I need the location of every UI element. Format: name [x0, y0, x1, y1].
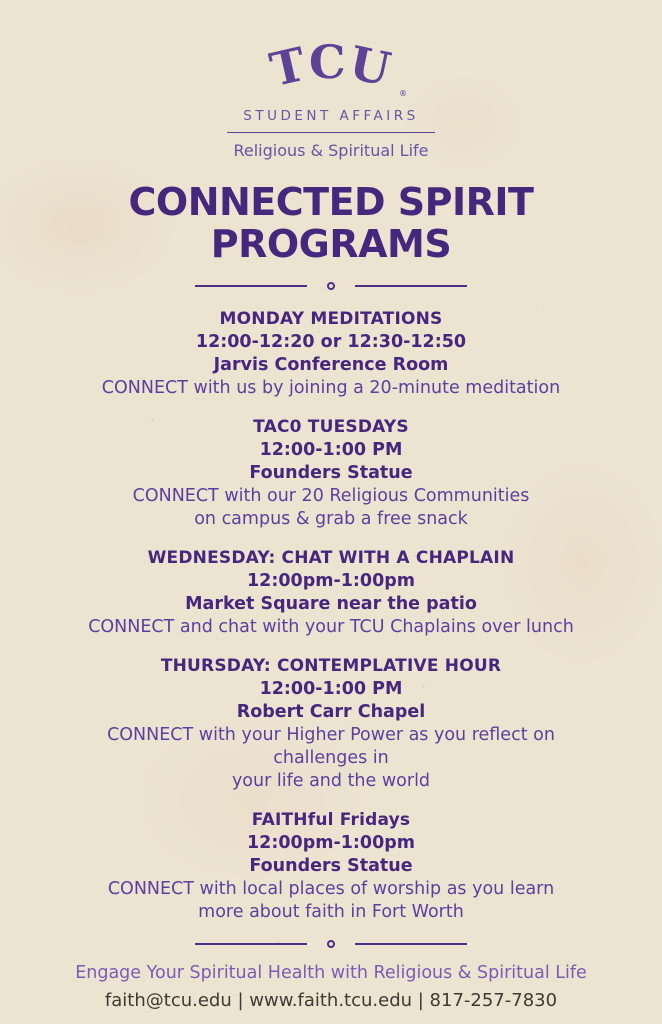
program-thursday-contemplative-hour [0, 655, 662, 793]
program-time: 12:00pm-1:00pm [246, 832, 416, 853]
program-description-line: your life and the world [231, 770, 431, 791]
program-description-line: CONNECT with your Higher Power as you reflect on [107, 724, 555, 745]
program-name: FAITHful Fridays [251, 809, 411, 830]
page-title-line1: CONNECTED SPIRIT [128, 180, 534, 224]
program-name: MONDAY MEDITATIONS [219, 308, 443, 329]
program-time: 12:00-12:20 or 12:30-12:50 [195, 331, 467, 352]
program-description-line: CONNECT and chat with your TCU Chaplains over lunch [88, 616, 574, 637]
program-location: Founders Statue [249, 855, 413, 876]
divider-line [195, 285, 307, 287]
program-location: Jarvis Conference Room [213, 354, 449, 375]
program-location: Founders Statue [249, 462, 413, 483]
religious-spiritual-life-label: Religious & Spiritual Life [233, 141, 429, 160]
program-wednesday-chat-with-a-chaplain [0, 547, 662, 639]
footer-tagline: Engage Your Spiritual Health with Religious & Spiritual Life [75, 962, 587, 983]
program-taco-tuesdays [0, 416, 662, 531]
program-name: TAC0 TUESDAYS [253, 416, 409, 437]
divider-top [0, 281, 662, 291]
svg-text:TCU [265, 36, 396, 97]
program-description-line: CONNECT with local places of worship as you learn [107, 878, 555, 899]
divider-dot [327, 940, 335, 948]
tcu-logo [251, 36, 411, 100]
divider-line [195, 943, 307, 945]
program-name: WEDNESDAY: CHAT WITH A CHAPLAIN [147, 547, 515, 568]
program-faithful-fridays [0, 809, 662, 924]
student-affairs-label: STUDENT AFFAIRS [243, 108, 419, 124]
program-description-line: CONNECT with us by joining a 20-minute meditation [101, 377, 561, 398]
divider-dot [327, 282, 335, 290]
footer-contact-info: faith@tcu.edu | www.faith.tcu.edu | 817-257-7830 [104, 989, 558, 1011]
program-description-line: challenges in [273, 747, 389, 768]
program-description-line: more about faith in Fort Worth [198, 901, 464, 922]
registered-mark: ® [399, 89, 407, 98]
program-location: Market Square near the patio [185, 593, 477, 614]
program-description-line: on campus & grab a free snack [194, 508, 468, 529]
divider-line [355, 943, 467, 945]
program-location: Robert Carr Chapel [236, 701, 426, 722]
program-time: 12:00-1:00 PM [259, 678, 403, 699]
program-time: 12:00-1:00 PM [259, 439, 403, 460]
divider-line [355, 285, 467, 287]
divider-bottom [0, 939, 662, 949]
flyer-footer [0, 963, 662, 1011]
program-list [0, 308, 662, 924]
header-rule [227, 132, 435, 133]
flyer-header [0, 36, 662, 160]
program-time: 12:00pm-1:00pm [246, 570, 416, 591]
tcu-logo-text: TCU [265, 36, 397, 98]
program-name: THURSDAY: CONTEMPLATIVE HOUR [160, 655, 502, 676]
program-monday-meditations [0, 308, 662, 400]
page-title [0, 182, 662, 266]
program-description-line: CONNECT with our 20 Religious Communities [132, 485, 530, 506]
page-title-line2: PROGRAMS [210, 221, 452, 266]
